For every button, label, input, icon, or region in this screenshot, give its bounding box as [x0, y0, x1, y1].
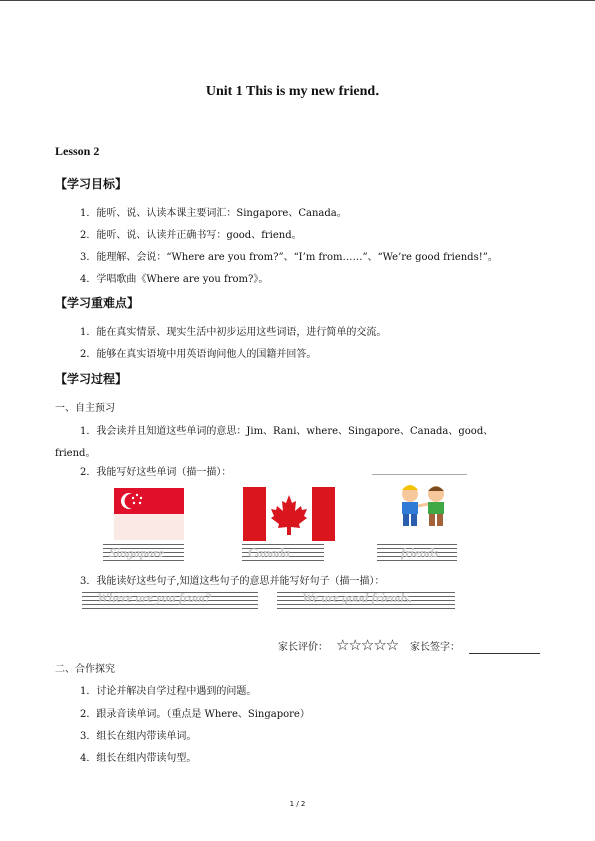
trace-sentence-where: Where are you from? — [97, 590, 212, 605]
objectives-heading: 【学习目标】 — [55, 177, 128, 191]
key-point-item: 1．能在真实情景、现实生活中初步运用这些词语，进行简单的交流。 — [80, 327, 387, 338]
process-heading: 【学习过程】 — [55, 372, 128, 386]
key-point-item: 2．能够在真实语境中用英语询问他人的国籍并回答。 — [80, 349, 317, 360]
objective-item: 3．能理解、会说：“Where are you from?”、“I’m from……”、“We’re good friends!”。 — [80, 252, 498, 263]
page-title: Unit 1 This is my new friend． — [205, 84, 390, 99]
objective-item: 2．能听、说、认读并正确书写：good、friend。 — [80, 230, 302, 241]
part2-item: 3．组长在组内带读单词。 — [80, 731, 197, 742]
rating-stars[interactable]: ☆☆☆☆☆ — [336, 636, 399, 654]
signature-field[interactable] — [469, 653, 540, 654]
trace-sentence-friends: We are good friends. — [302, 590, 413, 605]
part1-item1-cont: friend。 — [55, 448, 96, 459]
friends-cartoon-image — [392, 482, 456, 530]
trace-word-singapore: Singapore — [109, 545, 164, 560]
singapore-flag-image — [114, 488, 184, 540]
part1-item3: 3．我能读好这些句子,知道这些句子的意思并能写好句子（描一描）： — [80, 576, 385, 587]
key-points-heading: 【学习重难点】 — [55, 296, 140, 310]
page-number: 1 / 2 — [289, 800, 306, 808]
faint-rule — [372, 474, 467, 475]
page-top-rule — [0, 0, 595, 1]
parent-eval-label: 家长评价： — [278, 642, 328, 653]
lesson-label: Lesson 2 — [55, 144, 100, 158]
parent-sign-label: 家长签字： — [410, 642, 460, 653]
canada-flag-image — [243, 487, 335, 541]
trace-word-canada: Canada — [248, 545, 290, 560]
part2-item: 1．讨论并解决自学过程中遇到的问题。 — [80, 686, 257, 697]
part2-item: 2．跟录音读单词。（重点是 Where、Singapore） — [80, 709, 310, 720]
trace-word-friends: friends — [401, 545, 439, 560]
part1-title: 一、自主预习 — [55, 403, 115, 414]
part2-title: 二、合作探究 — [55, 664, 115, 675]
part1-item2: 2．我能写好这些单词（描一描）： — [80, 467, 232, 478]
objective-item: 1．能听、说、认读本课主要词汇：Singapore、Canada。 — [80, 208, 347, 219]
objective-item: 4．学唱歌曲《Where are you from?》。 — [80, 274, 269, 285]
part2-item: 4．组长在组内带读句型。 — [80, 753, 197, 764]
part1-item1: 1．我会读并且知道这些单词的意思：Jim、Rani、where、Singapore、Canada、good、 — [80, 426, 494, 437]
